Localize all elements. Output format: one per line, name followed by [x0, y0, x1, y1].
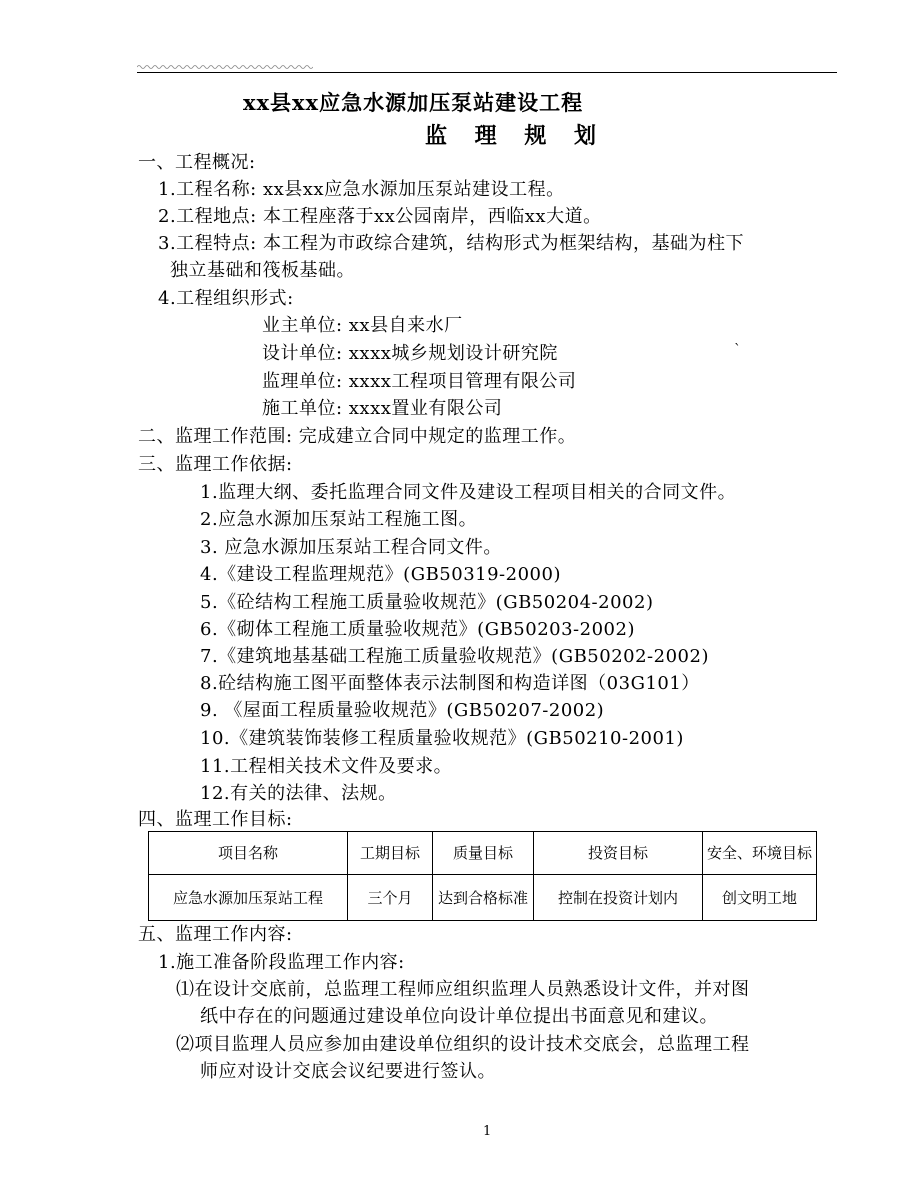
org-owner: 业主单位: xx县自来水厂: [262, 315, 463, 336]
content-subheading: 1.施工准备阶段监理工作内容:: [158, 952, 405, 973]
goals-table: [148, 831, 817, 921]
org-supervisor: 监理单位: xxxx工程项目管理有限公司: [262, 371, 577, 392]
content-para: ⑴在设计交底前，总监理工程师应组织监理人员熟悉设计文件，并对图: [176, 979, 750, 1000]
basis-item: 6.《砌体工程施工质量验收规范》(GB50203-2002): [200, 619, 635, 640]
basis-item: 8.砼结构施工图平面整体表示法制图和构造详图（03G101）: [200, 673, 700, 694]
table-header-cell: 项目名称: [149, 832, 348, 875]
basis-item: 7.《建筑地基基础工程施工质量验收规范》(GB50202-2002): [200, 646, 709, 667]
table-header-cell: 安全、环境目标: [703, 832, 817, 875]
table-header-cell: 质量目标: [433, 832, 534, 875]
basis-item: 3. 应急水源加压泵站工程合同文件。: [200, 537, 502, 558]
table-cell: 创文明工地: [703, 875, 817, 921]
basis-item: 12.有关的法律、法规。: [200, 783, 397, 804]
overview-item-features: 3.工程特点: 本工程为市政综合建筑，结构形式为框架结构，基础为柱下: [158, 233, 744, 254]
content-para-cont: 纸中存在的问题通过建设单位向设计单位提出书面意见和建议。: [200, 1006, 718, 1027]
page-number: 1: [483, 1124, 492, 1139]
table-header-cell: 投资目标: [534, 832, 703, 875]
stray-mark: `: [734, 342, 741, 358]
table-cell: 三个月: [348, 875, 433, 921]
overview-item-organization: 4.工程组织形式:: [158, 288, 294, 309]
document-subtitle: 监 理 规 划: [425, 123, 606, 149]
table-header-cell: 工期目标: [348, 832, 433, 875]
table-row: [149, 875, 817, 921]
section-heading-overview: 一、工程概况:: [138, 152, 256, 173]
content-para: ⑵项目监理人员应参加由建设单位组织的设计技术交底会，总监理工程: [176, 1034, 750, 1055]
basis-item: 1.监理大纲、委托监理合同文件及建设工程项目相关的合同文件。: [200, 482, 737, 503]
section-heading-goals: 四、监理工作目标:: [138, 809, 293, 830]
basis-item: 4.《建设工程监理规范》(GB50319-2000): [200, 564, 561, 585]
section-heading-content: 五、监理工作内容:: [138, 924, 293, 945]
document-title: xx县xx应急水源加压泵站建设工程: [243, 90, 584, 115]
table-cell: 应急水源加压泵站工程: [149, 875, 348, 921]
table-cell: 达到合格标准: [433, 875, 534, 921]
basis-item: 2.应急水源加压泵站工程施工图。: [200, 509, 478, 530]
org-contractor: 施工单位: xxxx置业有限公司: [262, 398, 503, 419]
content-para-cont: 师应对设计交底会议纪要进行签认。: [200, 1061, 496, 1082]
basis-item: 10.《建筑装饰装修工程质量验收规范》(GB50210-2001): [200, 728, 684, 749]
overview-item-features-cont: 独立基础和筏板基础。: [170, 260, 355, 281]
header-wavy-line: [137, 64, 313, 70]
org-designer: 设计单位: xxxx城乡规划设计研究院: [262, 343, 558, 364]
basis-item: 9. 《屋面工程质量验收规范》(GB50207-2002): [200, 700, 605, 721]
header-rule: [137, 72, 837, 73]
section-heading-scope: 二、监理工作范围: 完成建立合同中规定的监理工作。: [138, 426, 577, 447]
overview-item-name: 1.工程名称: xx县xx应急水源加压泵站建设工程。: [158, 179, 565, 200]
table-header-row: [149, 832, 817, 875]
basis-item: 5.《砼结构工程施工质量验收规范》(GB50204-2002): [200, 592, 654, 613]
overview-item-location: 2.工程地点: 本工程座落于xx公园南岸，西临xx大道。: [158, 206, 602, 227]
section-heading-basis: 三、监理工作依据:: [138, 454, 293, 475]
table-cell: 控制在投资计划内: [534, 875, 703, 921]
basis-item: 11.工程相关技术文件及要求。: [200, 756, 453, 777]
